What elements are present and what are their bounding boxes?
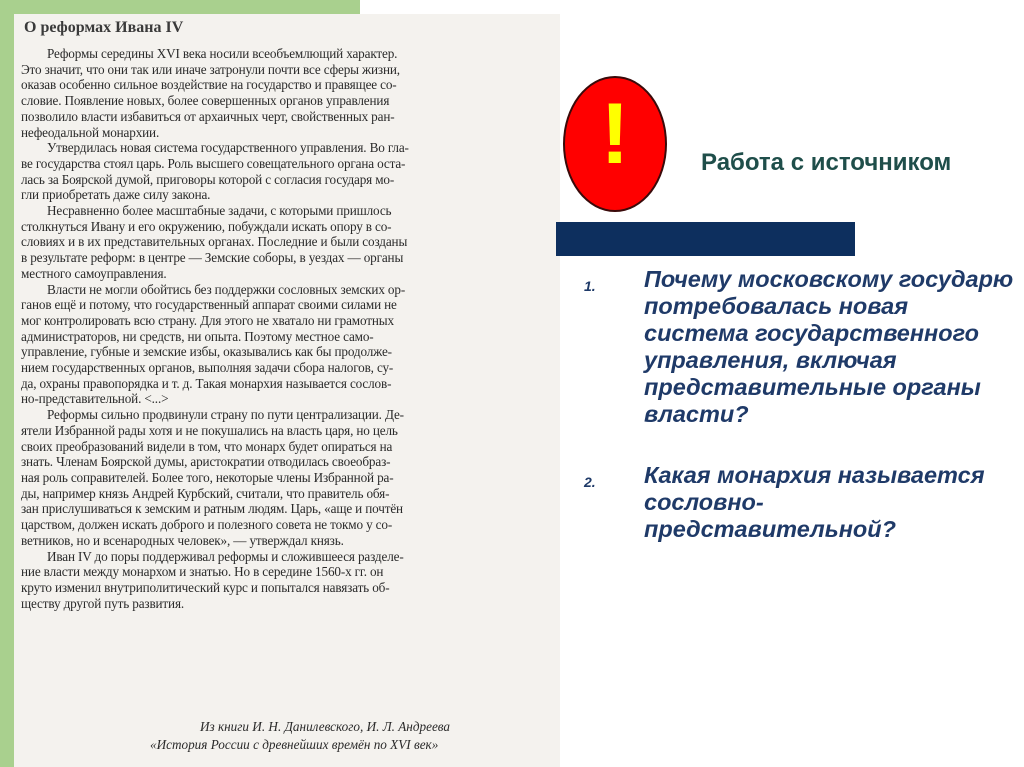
scan-line: администраторов, ни средств, ни опыта. Поэтому местное само- [21,328,374,344]
scan-line: ятели Избранной рады хотя и не покушались на власть царя, но цель [21,422,398,438]
scan-line: круто изменил внутриполитический курс и попытался навязать об- [21,579,390,595]
scan-line: Несравненно более масштабные задачи, с которыми пришлось [47,203,392,219]
slide-heading: Работа с источником [701,149,952,176]
scan-paragraph [21,407,551,548]
scan-line: позволило власти избавиться от архаичных черт, свойственных ран- [21,108,395,124]
exclamation-mark: ! [600,86,630,182]
scan-line: столкнуться Ивану и его окружению, побуждали искать опору в со- [21,218,392,234]
scan-line: словие. Появление новых, более совершенных органов управления [21,93,390,109]
scan-line: ние власти между монархом и знатью. Но в середине 1560-х гг. он [21,564,384,580]
scan-line: да, охраны правопорядка и т. д. Такая монархия называется сослов- [21,375,392,391]
scan-line: управление, губные и земские избы, оказывались как бы продолже- [21,344,392,360]
scan-line: своих преобразований видели в том, что монарх будет опираться на [21,438,393,454]
scan-line: Реформы середины XVI века носили всеобъемлющий характер. [47,46,398,61]
scan-line: гли приобретать даже силу закона. [21,187,211,203]
scan-line: словиях и в их представительных органах. Последние и были созданы [21,234,408,250]
scan-line: Реформы сильно продвинули страну по пути централизации. Де- [47,407,404,423]
question-item [584,266,1014,428]
scan-line: местного самоуправления. [21,265,167,281]
scan-line: ществу другой путь развития. [21,595,185,611]
scan-line: Иван IV до поры поддерживал реформы и сложившееся разделе- [47,548,404,564]
question-item [584,462,1014,543]
scan-line: царством, должен искать доброго и полезного совета не токмо у со- [21,517,393,533]
question-number: 2. [584,474,596,490]
scan-line: Власти не могли обойтись без поддержки сословных земских ор- [47,281,406,297]
scan-line: ды, например князь Андрей Курбский, считали, что правитель обя- [21,485,390,501]
scan-line: ная роль соправителей. Более того, некоторые члены Избранной ра- [21,469,394,485]
scan-line: Это значит, что они так или иначе затронули почти все сферы жизни, [21,61,400,77]
question-list [584,266,1014,543]
scan-line: ветников, но и всенародных человек», — утверждал князь. [21,532,344,548]
scan-line: оказав особенно сильное воздействие на государство и правящее со- [21,77,397,93]
scan-line: ганов ещё и потому, что государственный аппарат своими силами не [21,297,397,313]
exclamation-icon [563,76,667,212]
scan-paragraph [21,549,551,612]
question-text: Какая монархия называется сословно-представительной? [644,462,985,542]
scan-line: нием государственных органов, выполняя задачи сбора налогов, су- [21,360,394,376]
source-line-1: Из книги И. Н. Данилевского, И. Л. Андреева [200,719,451,734]
scan-line: знать. Членам Боярской думы, аристократии отводилась своеобраз- [21,454,391,470]
scan-line: мог контролировать всю страну. Для этого не хватало ни грамотных [21,312,394,328]
scan-body [21,46,551,611]
scan-paragraph [21,282,551,408]
scan-paragraph [21,46,551,140]
question-text: Почему московскому государю потребовалась новая система государственного управления, включая представительные органы власти? [644,266,1014,427]
source-line-2: «История России с древнейших времён по XVI век» [150,737,439,752]
scan-paragraph [21,203,551,282]
scan-line: лась за Боярской думой, приговоры которой с согласия государя мо- [21,171,395,187]
scan-paragraph [21,140,551,203]
scan-line: ве государства стоял царь. Роль высшего совещательного органа оста- [21,155,406,171]
decorative-bar [556,222,855,256]
scan-line: но-представительной. <...> [21,391,169,407]
scan-line: Утвердилась новая система государственного управления. Во гла- [47,140,409,156]
scan-line: нефеодальной монархии. [21,124,160,140]
scan-line: в результате реформ: в центре — Земские соборы, в уездах — органы [21,250,404,266]
question-number: 1. [584,278,596,294]
scan-line: зан прислушиваться к земским и ратным людям. Царь, «аще и почтён [21,501,403,517]
scanned-textbook-page [14,14,560,767]
scan-title: О реформах Ивана IV [24,19,184,36]
